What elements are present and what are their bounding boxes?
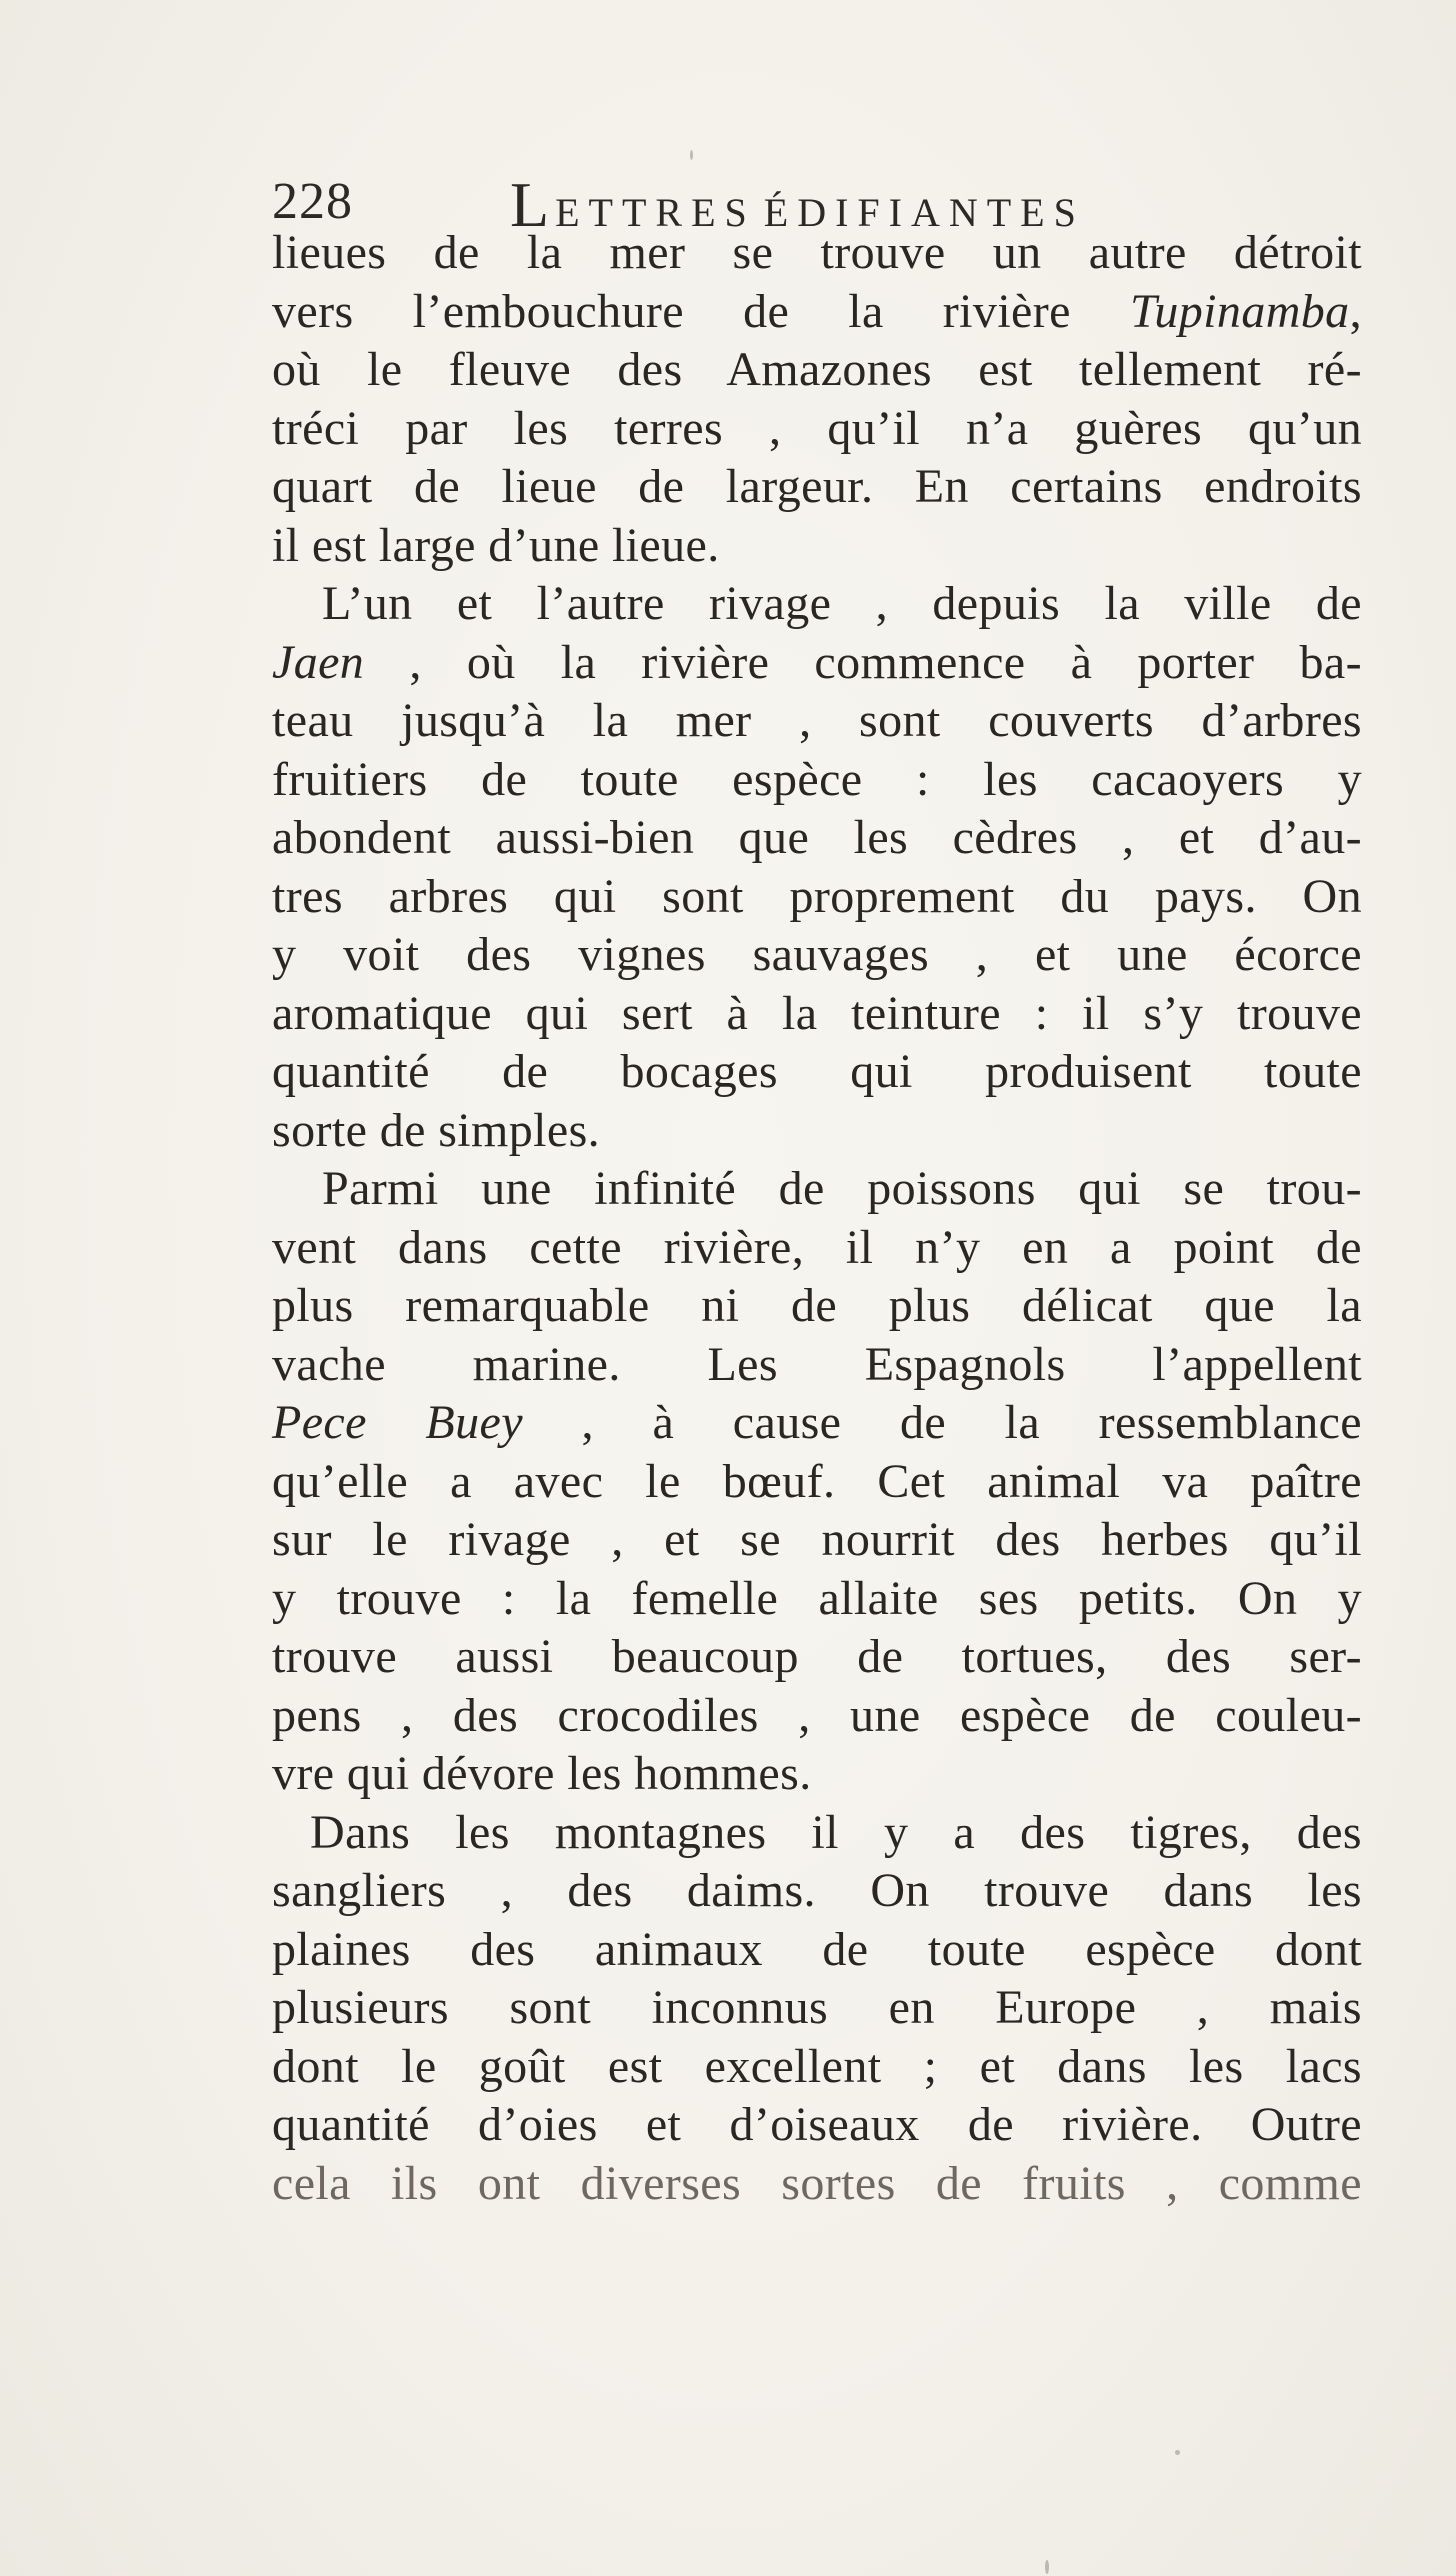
animal-name-italic: Pece Buey <box>272 1396 523 1449</box>
text-line <box>272 283 1362 342</box>
text-line: qu’elle a avec le bœuf. Cet animal va paître <box>272 1454 1362 1508</box>
page-number: 228 <box>272 173 353 230</box>
text-line: cela ils ont diverses sortes de fruits , comme <box>272 2156 1362 2210</box>
text-line: pens , des crocodiles , une espèce de couleu- <box>272 1688 1362 1742</box>
line-text: , où la rivière commence à porter ba- <box>364 635 1362 689</box>
line-text: , <box>1349 284 1362 338</box>
text-line: où le fleuve des Amazones est tellement ré- <box>272 343 1362 396</box>
text-line: quantité de bocages qui produisent toute <box>272 1045 1362 1098</box>
paper-speck <box>1045 2560 1049 2574</box>
title-initial-1: L <box>510 169 556 240</box>
body-text <box>272 224 1362 2213</box>
paragraph-end-line: il est large d’une lieue. <box>272 518 720 572</box>
text-line: plusieurs sont inconnus en Europe , mais <box>272 1981 1362 2034</box>
paragraph-start-line: Dans les montagnes il y a des tigres, des <box>310 1805 1362 1859</box>
paragraph-start-line: L’un et l’autre rivage , depuis la ville de <box>322 577 1362 630</box>
text-line: y trouve : la femelle allaite ses petits. On y <box>272 1571 1362 1625</box>
text-line: abondent aussi-bien que les cèdres , et d’au- <box>272 811 1362 864</box>
text-line: dont le goût est excellent ; et dans les lacs <box>272 2039 1362 2093</box>
river-name-italic: Tupinamba <box>1129 284 1350 338</box>
line-text: vers l’embouchure de la rivière <box>272 284 1130 338</box>
text-line: y voit des vignes sauvages , et une écorce <box>272 928 1362 981</box>
paper-speck <box>1175 2450 1180 2455</box>
text-line: tréci par les terres , qu’il n’a guères qu’un <box>272 401 1362 455</box>
text-line: fruitiers de toute espèce : les cacaoyers y <box>272 752 1362 806</box>
text-line: aromatique qui sert à la teinture : il s’y trouve <box>272 986 1362 1040</box>
line-text: , à cause de la ressemblance <box>522 1396 1363 1449</box>
text-line: sur le rivage , et se nourrit des herbes qu’il <box>272 1513 1362 1566</box>
paragraph-end-line: sorte de simples. <box>272 1103 601 1157</box>
text-line: vache marine. Les Espagnols l’appellent <box>272 1337 1362 1391</box>
text-line: quart de lieue de largeur. En certains endroits <box>272 460 1362 513</box>
text-line: vent dans cette rivière, il n’y en a point de <box>272 1220 1362 1274</box>
text-line: plaines des animaux de toute espèce dont <box>272 1922 1362 1976</box>
text-line: tres arbres qui sont proprement du pays. On <box>272 869 1362 923</box>
text-line: trouve aussi beaucoup de tortues, des ser- <box>272 1630 1362 1683</box>
text-line: sangliers , des daims. On trouve dans les <box>272 1864 1362 1917</box>
paragraph-start-line: Parmi une infinité de poissons qui se trou- <box>322 1162 1362 1215</box>
city-name-italic: Jaen <box>272 635 365 689</box>
title-rest-1: ETTRES <box>555 190 756 235</box>
paragraph-end-line: vre qui dévore les hommes. <box>272 1747 812 1800</box>
text-line: plus remarquable ni de plus délicat que la <box>272 1279 1362 1332</box>
paper-speck <box>690 150 693 160</box>
title-rest-2: DIFIANTES <box>797 190 1085 235</box>
text-line: quantité d’oies et d’oiseaux de rivière. Outre <box>272 2098 1362 2151</box>
title-initial-2: É <box>763 190 798 235</box>
text-line: teau jusqu’à la mer , sont couverts d’arbres <box>272 694 1362 747</box>
text-line <box>272 1394 1362 1453</box>
text-line: lieues de la mer se trouve un autre détroit <box>272 226 1362 279</box>
text-line <box>272 634 1362 693</box>
